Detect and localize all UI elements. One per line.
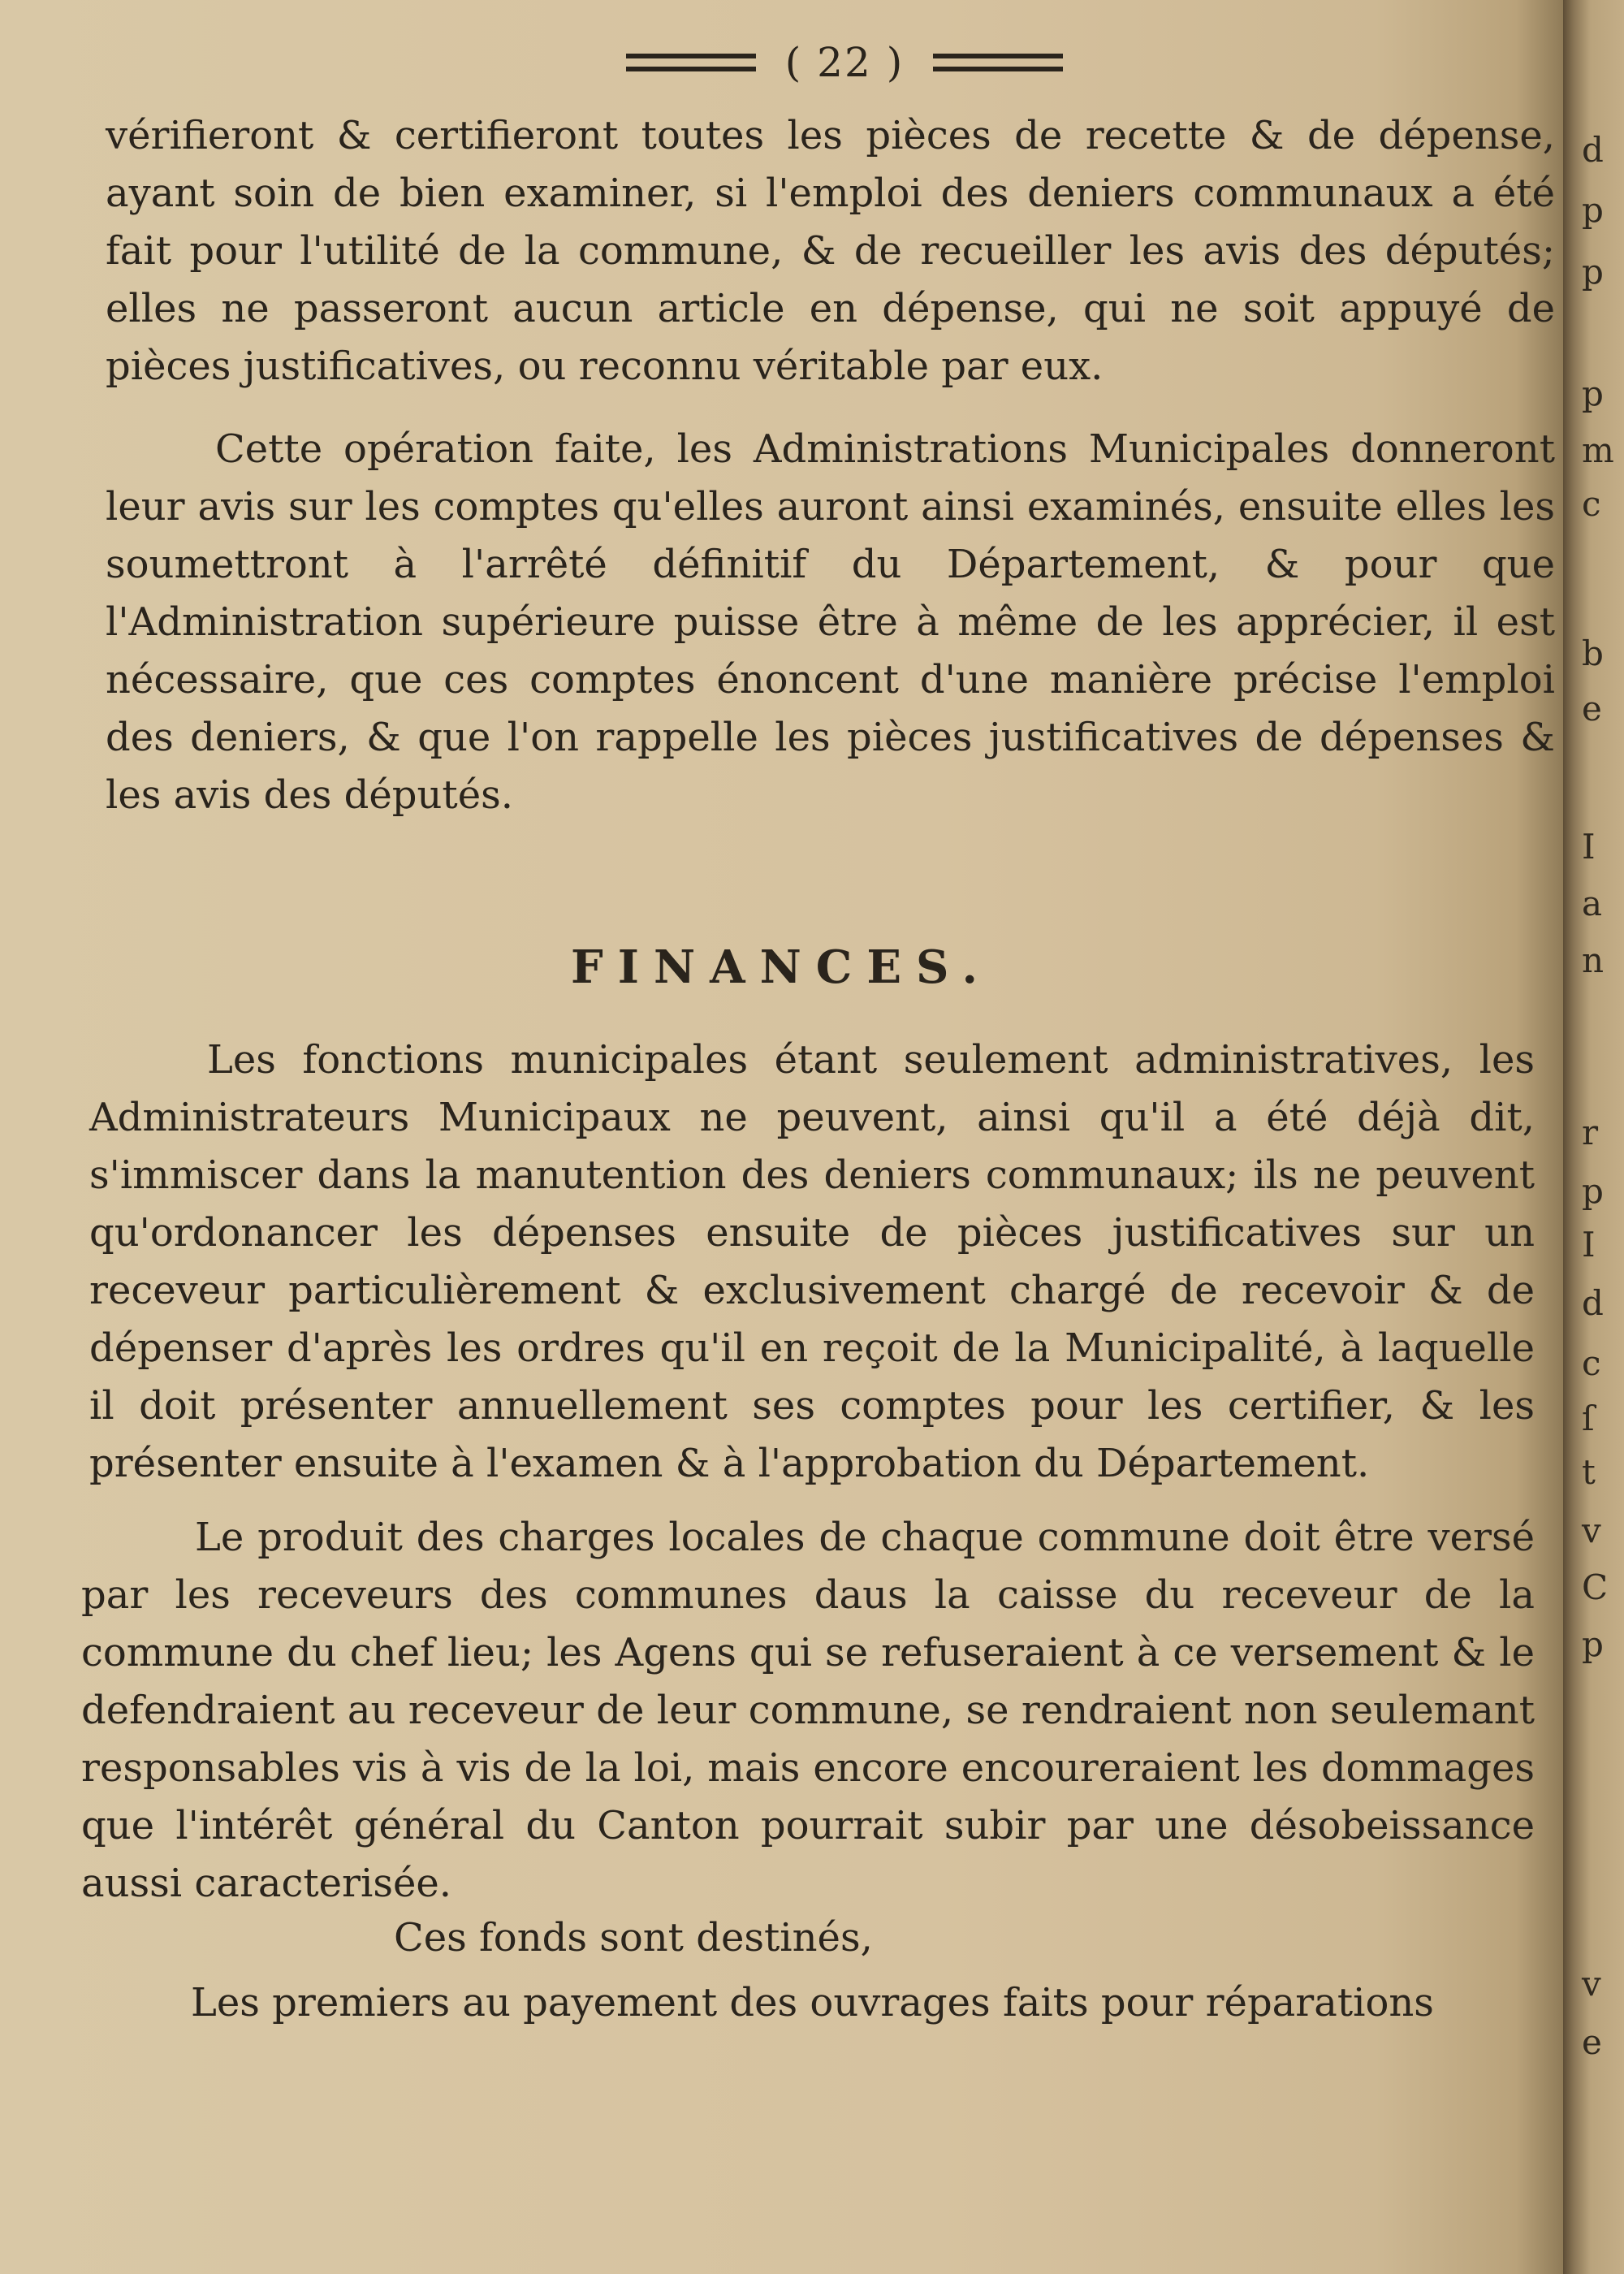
margin-fragment: p xyxy=(1582,1624,1604,1664)
header-rule-left xyxy=(626,54,756,71)
header-rule-right xyxy=(933,54,1063,71)
margin-fragment: d xyxy=(1582,1283,1604,1323)
margin-fragment: b xyxy=(1582,633,1604,673)
margin-fragment: p xyxy=(1582,374,1604,413)
paragraph-municipal-functions: Les fonctions municipales étant seulement administratives, les Administrateurs Municipaux ne peuvent, ainsi qu'il a été déjà dit, s'immiscer dans la manutention des deniers communaux; ils ne peuvent qu'ordonancer les dépenses ensuite de pièces justificatives sur un receveur particulièrement & exclusivement chargé de recevoir & de dépenser d'après les ordres qu'il en reçoit de la Municipalité, à laquelle il doit présenter annuellement ses comptes pour les certifier, & les présenter ensuite à l'examen & à l'approbation du Département. xyxy=(89,1037,1535,1486)
section-heading-finances: FINANCES. xyxy=(571,940,992,994)
margin-fragment: d xyxy=(1582,130,1604,170)
page-header xyxy=(617,34,1072,91)
paragraph-accounts-verification: vérifieront & certifieront toutes les pièces de recette & de dépense, ayant soin de bien examiner, si l'emploi des deniers communaux a été fait pour l'utilité de la commune, & de recueiller les avis des députés; elles ne passeront aucun article en dépense, qui ne soit appuyé de pièces justificatives, ou reconnu véritable par eux. xyxy=(106,113,1555,389)
margin-fragment: I xyxy=(1582,1225,1596,1265)
margin-fragment: v xyxy=(1582,1964,1601,2004)
margin-fragment: p xyxy=(1582,1171,1604,1211)
paragraph-funds-destined: Ces fonds sont destinés, xyxy=(394,1915,873,1961)
page-number: ( 22 ) xyxy=(784,39,905,86)
margin-fragment: n xyxy=(1582,940,1605,980)
margin-fragment: ſ xyxy=(1582,1399,1595,1438)
margin-fragment: r xyxy=(1582,1113,1599,1152)
margin-fragment: p xyxy=(1582,190,1604,230)
margin-fragment: c xyxy=(1582,1343,1601,1383)
margin-fragment: t xyxy=(1582,1452,1596,1492)
paragraph-local-charges: Le produit des charges locales de chaque commune doit être versé par les receveurs des communes daus la caisse du receveur de la commune du chef lieu; les Agens qui se refuseraient à ce versement & le defendraient au receveur de leur commune, se rendraient non seulemant responsables vis à vis de la loi, mais encore encoureraient les dommages que l'intérêt général du Canton pourrait subir par une désobeissance aussi caracterisée. xyxy=(81,1515,1535,1906)
margin-fragment: m xyxy=(1582,430,1614,470)
margin-fragment: e xyxy=(1582,2022,1602,2062)
facing-page-margin xyxy=(1582,130,1622,2160)
margin-fragment: p xyxy=(1582,252,1604,292)
margin-fragment: e xyxy=(1582,689,1602,728)
margin-fragment: C xyxy=(1582,1567,1609,1607)
margin-fragment: a xyxy=(1582,884,1603,923)
paragraph-municipal-opinion: Cette opération faite, les Administrations Municipales donneront leur avis sur les comptes qu'elles auront ainsi examinés, ensuite elles les soumettront à l'arrêté définitif du Département, & pour que l'Administration supérieure puisse être à même de les apprécier, il est nécessaire, que ces comptes énoncent d'une manière précise l'emploi des deniers, & que l'on rappelle les pièces justificatives de dépenses & les avis des députés. xyxy=(106,426,1555,818)
margin-fragment: c xyxy=(1582,484,1601,524)
paragraph-first-payments: Les premiers au payement des ouvrages faits pour réparations xyxy=(191,1980,1434,2025)
margin-fragment: I xyxy=(1582,827,1596,867)
margin-fragment: v xyxy=(1582,1511,1601,1550)
